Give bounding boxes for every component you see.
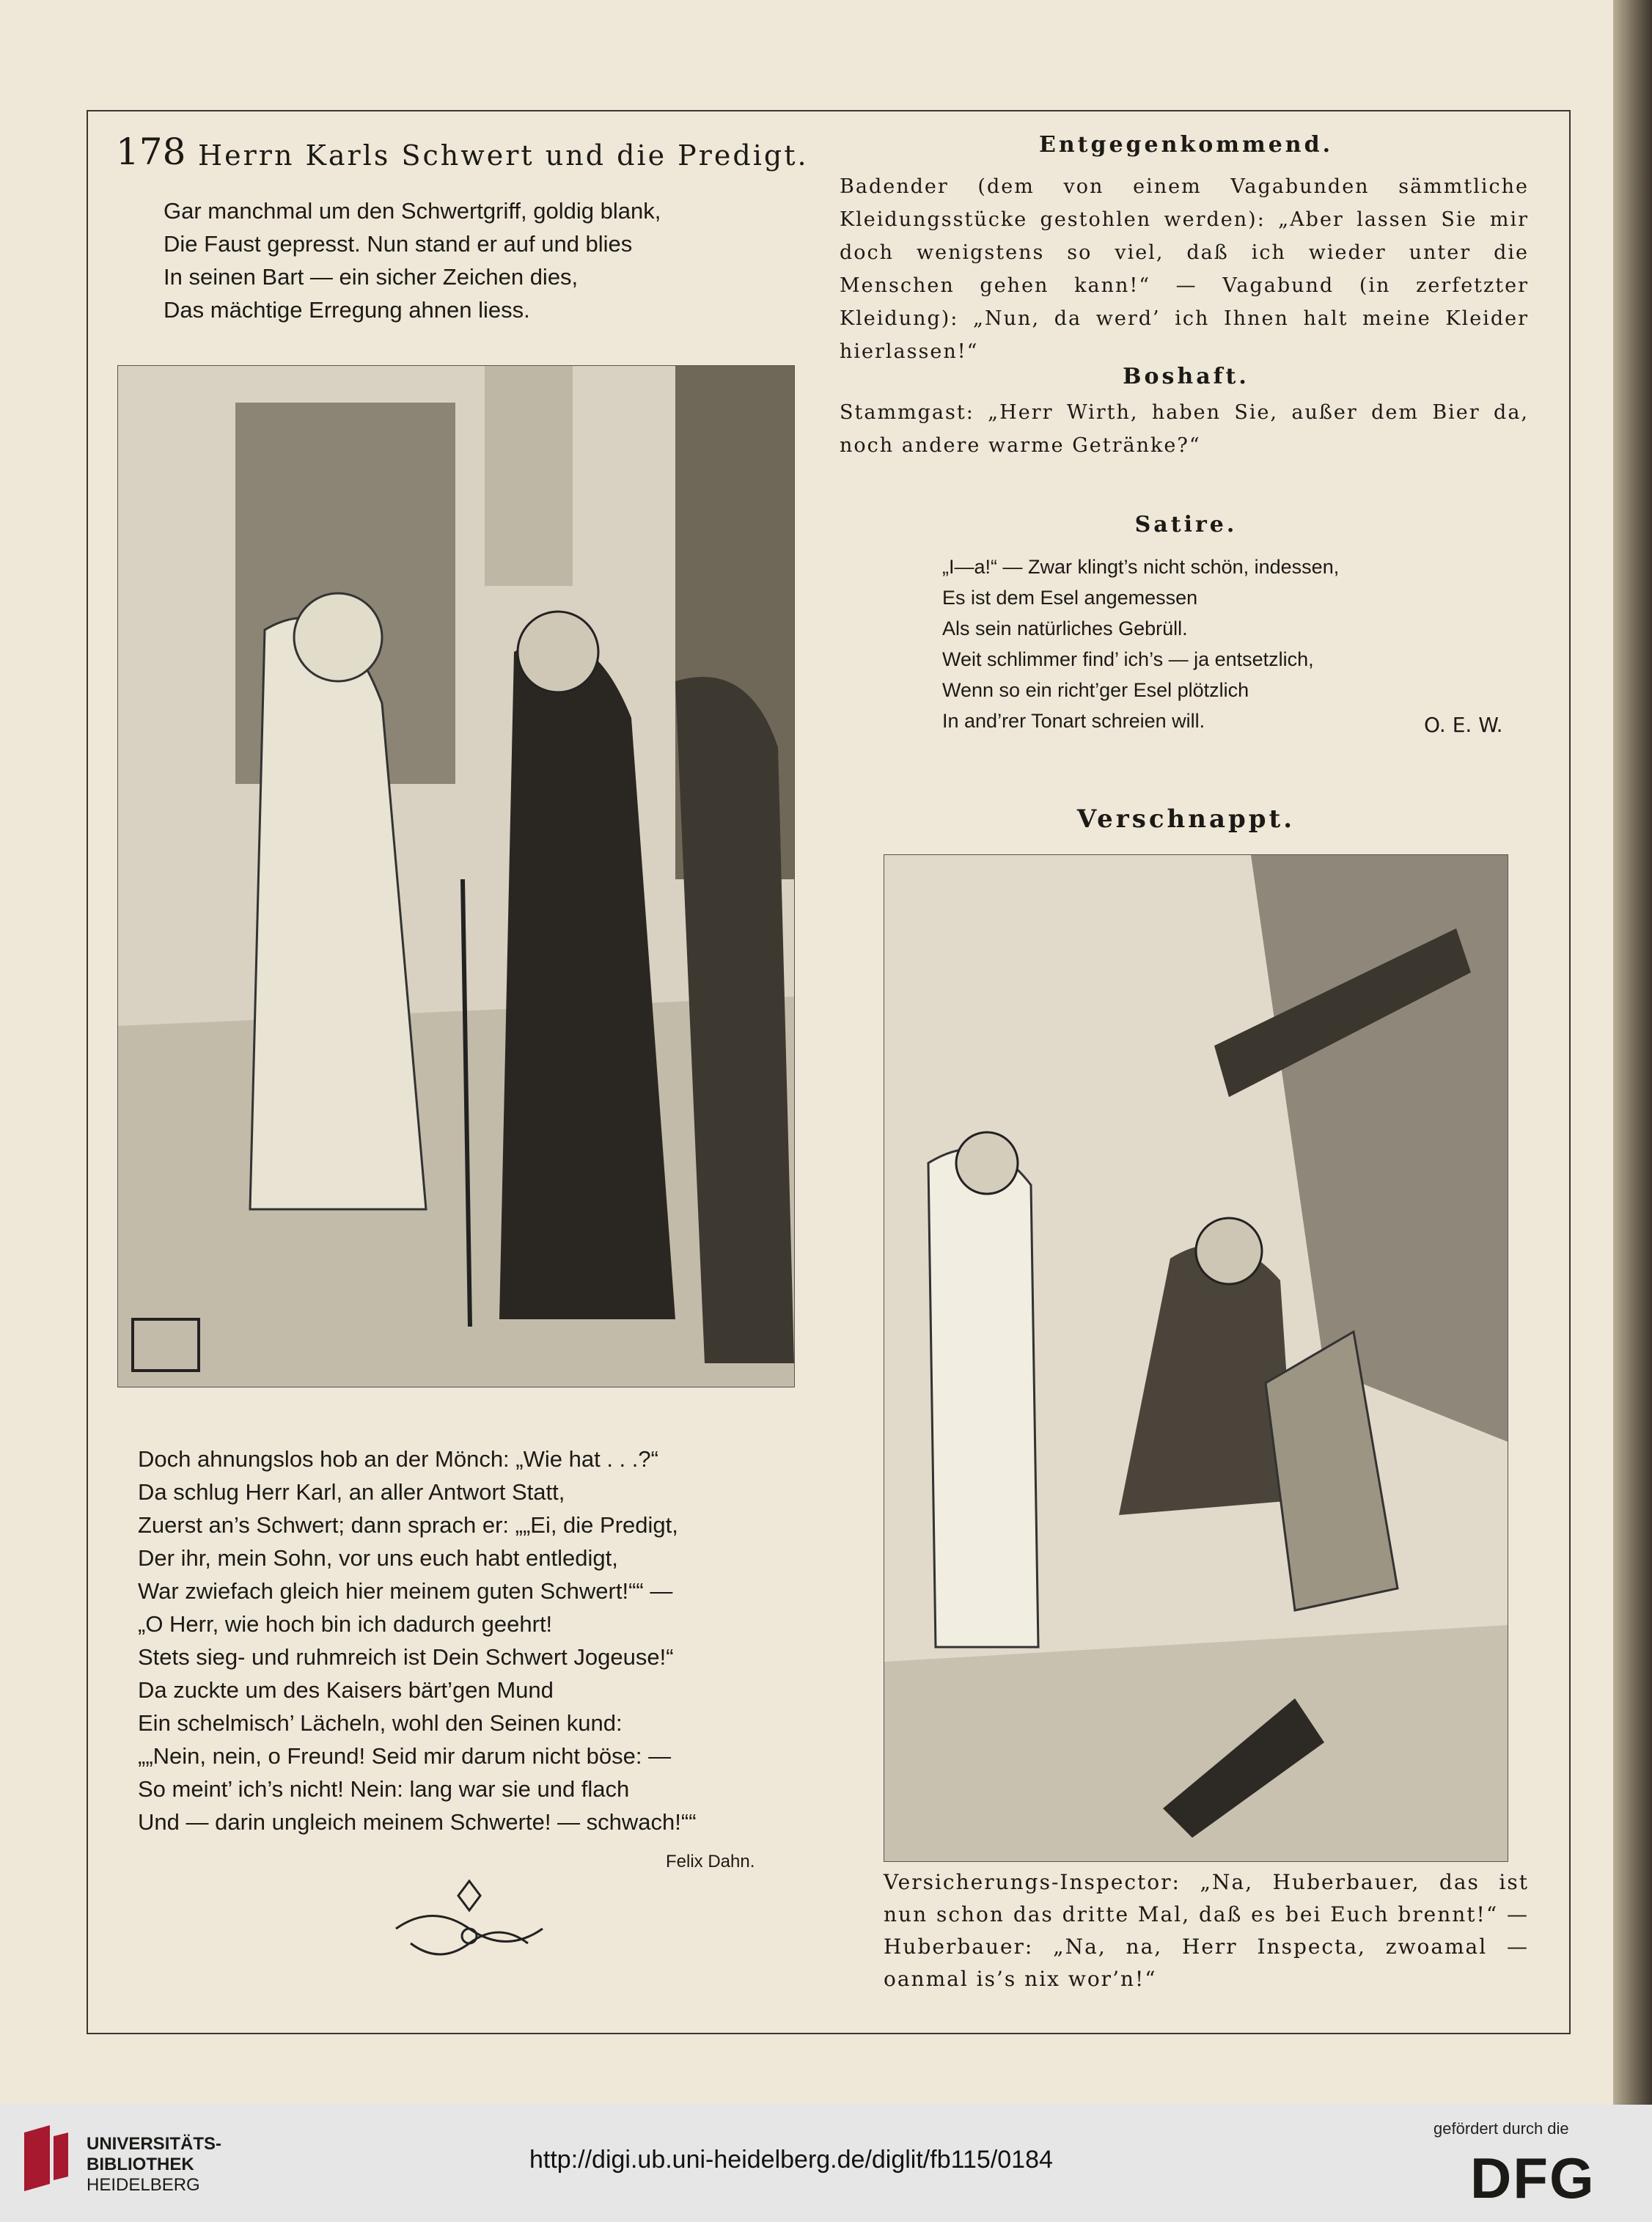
verse-line: Wenn so ein richt’ger Esel plötzlich bbox=[942, 679, 1249, 701]
poem-author: Felix Dahn. bbox=[666, 1852, 755, 1871]
satire-verse bbox=[942, 551, 1339, 736]
engraving-church-scene bbox=[118, 366, 794, 1387]
heading-entgegenkommend: Entgegenkommend. bbox=[1038, 132, 1334, 158]
page-number: 178 bbox=[116, 131, 186, 173]
book-spine bbox=[1613, 0, 1652, 2105]
illustration-inspector-and-farmer bbox=[884, 854, 1508, 1862]
poem-line: Da zuckte um des Kaisers bärt’gen Mund bbox=[138, 1677, 554, 1703]
verse-line: Weit schlimmer find’ ich’s — ja entsetzlich, bbox=[942, 648, 1314, 670]
ornament-flourish-icon bbox=[389, 1874, 550, 1969]
poem-line: Stets sieg- und ruhmreich ist Dein Schwert Jogeuse!“ bbox=[138, 1644, 674, 1670]
library-name: UNIVERSITÄTS- BIBLIOTHEK HEIDELBERG bbox=[87, 2134, 222, 2195]
poem-line: Gar manchmal um den Schwertgriff, goldig blank, bbox=[164, 198, 661, 224]
heading-verschnappt: Verschnappt. bbox=[1076, 804, 1296, 834]
engraving-burnt-ruins bbox=[884, 855, 1508, 1861]
verse-line: „I—a!“ — Zwar klingt’s nicht schön, indessen, bbox=[942, 556, 1340, 578]
running-head: Herrn Karls Schwert und die Predigt. bbox=[198, 139, 809, 172]
poem-line: Doch ahnungslos hob an der Mönch: „Wie hat . . .?“ bbox=[138, 1446, 658, 1472]
heading-boshaft: Boshaft. bbox=[1123, 364, 1249, 389]
funding-note: gefördert durch die bbox=[1433, 2119, 1569, 2138]
text-entgegenkommend: Badender (dem von einem Vagabunden sämmtliche Kleidungsstücke gestohlen werden): „Aber lassen Sie mir doch wenigstens so viel, daß ich wieder unter die Menschen gehen kann!“ — Vagabund (in zerfetzter Kleidung): „Nun, da werd’ ich Ihnen halt meine Kleider hierlassen!“ bbox=[840, 175, 1529, 363]
poem-line: „„Nein, nein, o Freund! Seid mir darum nicht böse: — bbox=[138, 1743, 672, 1769]
poem-stanza-top bbox=[164, 194, 661, 326]
illustration-karl-and-monk bbox=[117, 365, 795, 1387]
poem-line: War zwiefach gleich hier meinem guten Schwert!““ — bbox=[138, 1578, 673, 1604]
verse-line: In and’rer Tonart schreien will. bbox=[942, 710, 1205, 732]
university-library-logo-icon bbox=[21, 2125, 72, 2191]
poem-line: Das mächtige Erregung ahnen liess. bbox=[164, 297, 530, 323]
dfg-logo: DFG bbox=[1470, 2146, 1596, 2210]
heading-satire: Satire. bbox=[1134, 512, 1238, 538]
poem-stanza-bottom bbox=[138, 1442, 697, 1838]
poem-line: Ein schelmisch’ Lächeln, wohl den Seinen kund: bbox=[138, 1710, 623, 1736]
verse-line: Als sein natürliches Gebrüll. bbox=[942, 617, 1188, 639]
satire-signature: O. E. W. bbox=[1424, 713, 1503, 737]
poem-line: Der ihr, mein Sohn, vor uns euch habt entledigt, bbox=[138, 1545, 618, 1571]
poem-line: Die Faust gepresst. Nun stand er auf und blies bbox=[164, 231, 633, 257]
caption-verschnappt: Versicherungs-Inspector: „Na, Huberbauer, das ist nun schon das dritte Mal, daß es bei Euch brennt!“ — Huberbauer: „Na, na, Herr Inspecta, zwoamal — oanmal is’s nix wor’n!“ bbox=[884, 1870, 1529, 1991]
viewer-footer bbox=[0, 2105, 1652, 2222]
poem-line: So meint’ ich’s nicht! Nein: lang war sie und flach bbox=[138, 1776, 630, 1802]
poem-line: Da schlug Herr Karl, an aller Antwort Statt, bbox=[138, 1479, 565, 1505]
poem-line: Zuerst an’s Schwert; dann sprach er: „„Ei, die Predigt, bbox=[138, 1512, 678, 1538]
text-boshaft: Stammgast: „Herr Wirth, haben Sie, außer dem Bier da, noch andere warme Getränke?“ bbox=[840, 401, 1529, 457]
poem-line: In seinen Bart — ein sicher Zeichen dies, bbox=[164, 264, 579, 290]
poem-line: Und — darin ungleich meinem Schwerte! — schwach!““ bbox=[138, 1809, 697, 1835]
verse-line: Es ist dem Esel angemessen bbox=[942, 587, 1198, 609]
permalink-url[interactable]: http://digi.ub.uni-heidelberg.de/diglit/fb115/0184 bbox=[529, 2146, 1053, 2174]
poem-line: „O Herr, wie hoch bin ich dadurch geehrt! bbox=[138, 1611, 553, 1637]
